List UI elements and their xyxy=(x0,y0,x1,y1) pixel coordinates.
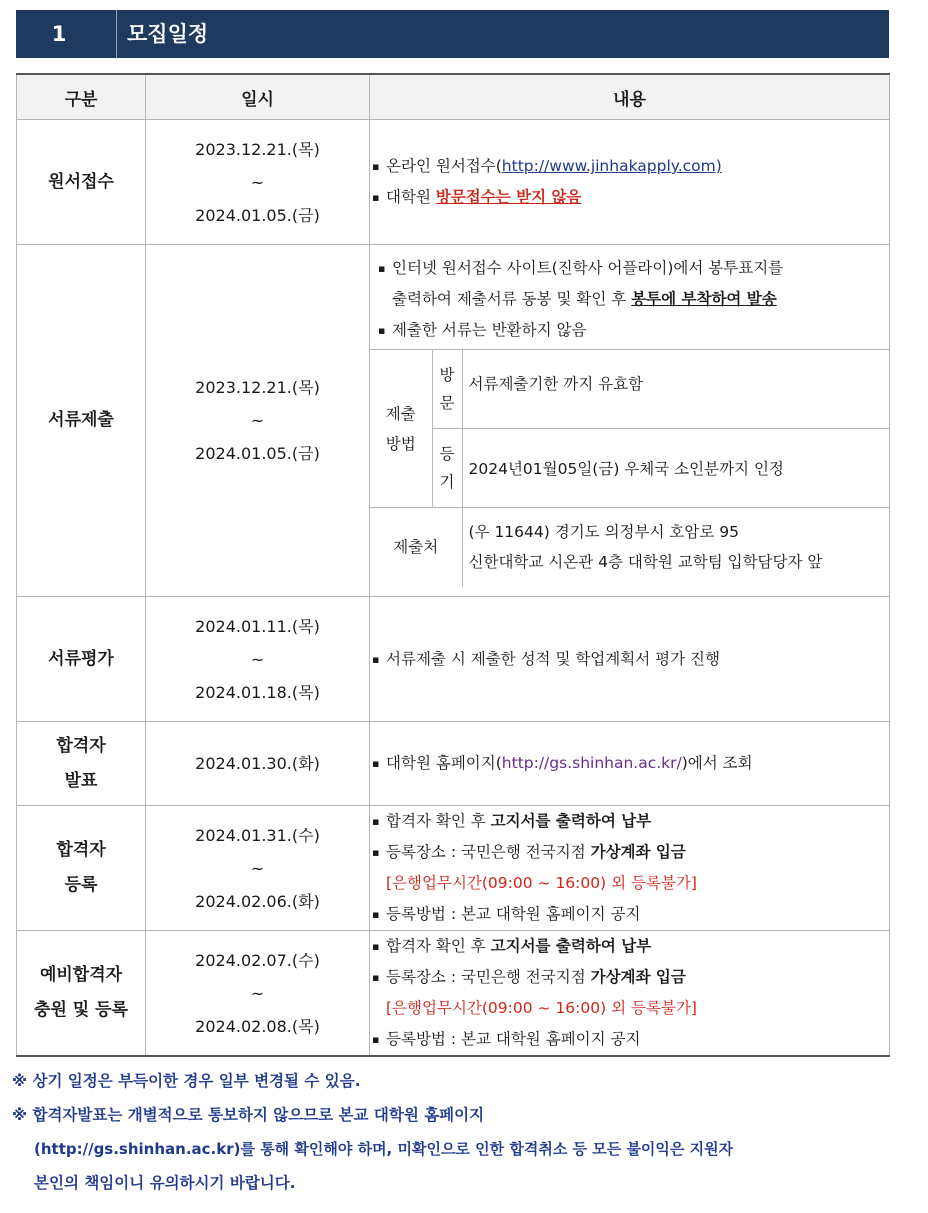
emphasis-text: 봉투에 부착하여 발송 xyxy=(631,290,777,308)
category-register xyxy=(17,806,146,931)
date-waitlist xyxy=(146,931,370,1057)
notes xyxy=(12,1064,912,1200)
item-text: 온라인 원서접수( xyxy=(386,157,502,175)
destination-label: 제출처 xyxy=(370,508,462,587)
date-end: 2024.02.06.(화) xyxy=(195,891,320,911)
emphasis-text: 고지서를 출력하여 납부 xyxy=(490,812,652,830)
list-item xyxy=(370,151,889,182)
section-title: 모집일정 xyxy=(127,22,209,46)
table-row xyxy=(17,806,890,931)
list-item: ▪ 인터넷 원서접수 사이트(진학사 어플라이)에서 봉투표지를 xyxy=(376,253,883,284)
section-divider xyxy=(116,10,117,58)
category-line: 발표 xyxy=(64,770,98,791)
date-end: 2024.01.18.(목) xyxy=(195,682,320,702)
address-line: 신한대학교 시온관 4층 대학원 교학팀 입학담당자 앞 xyxy=(468,553,823,572)
header-content: 내용 xyxy=(370,74,890,120)
submission-method-table xyxy=(370,349,889,587)
address-line: (우 11644) 경기도 의정부시 호암로 95 xyxy=(468,523,739,542)
item-text: 합격자 확인 후 xyxy=(386,937,491,955)
content-documents xyxy=(370,245,890,597)
header-category: 구분 xyxy=(17,74,146,120)
note-announcement-cont: (http://gs.shinhan.ac.kr)를 통해 확인해야 하며, 미확인으로 인한 합격취소 등 모든 불이익은 지원자 xyxy=(34,1140,734,1158)
list-item xyxy=(370,182,889,213)
list-item: ▪ 서류제출 시 제출한 성적 및 학업계획서 평가 진행 xyxy=(370,644,889,675)
date-announce: 2024.01.30.(화) xyxy=(146,722,370,806)
table-header-row xyxy=(17,74,890,120)
mail-text: 2024년01월05일(금) 우체국 소인분까지 인정 xyxy=(462,429,889,508)
list-item-continued xyxy=(376,284,883,315)
note-announcement-cont: 본인의 책임이니 유의하시기 바랍니다. xyxy=(34,1174,296,1192)
date-application xyxy=(146,120,370,245)
note-announcement: ※ 합격자발표는 개별적으로 통보하지 않으므로 본교 대학원 홈페이지 xyxy=(12,1106,485,1124)
category-review: 서류평가 xyxy=(17,597,146,722)
date-end: 2024.01.05.(금) xyxy=(195,205,320,225)
emphasis-text: 방문접수는 받지 않음 xyxy=(435,188,582,206)
date-start: 2024.01.31.(수) xyxy=(195,825,320,845)
list-item: ▪ 등록방법 : 본교 대학원 홈페이지 공지 xyxy=(370,899,889,930)
content-review xyxy=(370,597,890,722)
date-register xyxy=(146,806,370,931)
emphasis-text: 고지서를 출력하여 납부 xyxy=(490,937,652,955)
content-waitlist xyxy=(370,931,890,1057)
table-row xyxy=(17,931,890,1057)
mail-label-char: 등 xyxy=(439,445,455,463)
date-tilde: ~ xyxy=(250,649,265,669)
list-item xyxy=(370,748,889,779)
list-item xyxy=(370,931,889,962)
date-tilde: ~ xyxy=(250,172,265,192)
category-application: 원서접수 xyxy=(17,120,146,245)
section-number: 1 xyxy=(51,22,67,46)
item-text: 출력하여 제출서류 동봉 및 확인 후 xyxy=(392,290,632,308)
table-row xyxy=(17,722,890,806)
item-text: 대학원 xyxy=(386,188,436,206)
date-start: 2024.02.07.(수) xyxy=(195,950,320,970)
list-item: ▪ 제출한 서류는 반환하지 않음 xyxy=(376,315,883,346)
apply-site-link[interactable]: http://www.jinhakapply.com) xyxy=(501,157,722,175)
category-announce xyxy=(17,722,146,806)
category-line: 합격자 xyxy=(56,840,106,860)
date-end: 2024.02.08.(목) xyxy=(195,1016,320,1036)
item-text: 등록장소 : 국민은행 전국지점 xyxy=(386,843,591,861)
category-documents: 서류제출 xyxy=(17,245,146,597)
category-line: 충원 및 등록 xyxy=(34,1000,128,1020)
list-item xyxy=(370,962,889,993)
mail-label xyxy=(432,429,462,508)
destination-address xyxy=(462,508,889,587)
grad-homepage-link[interactable]: http://gs.shinhan.ac.kr/ xyxy=(501,754,682,772)
emphasis-text: 가상계좌 입금 xyxy=(590,968,686,986)
method-label xyxy=(370,350,432,508)
date-tilde: ~ xyxy=(250,858,265,878)
header-date: 일시 xyxy=(146,74,370,120)
date-documents xyxy=(146,245,370,597)
emphasis-text: 가상계좌 입금 xyxy=(590,843,686,861)
method-label-line: 제출 xyxy=(385,404,416,423)
item-text: 대학원 홈페이지( xyxy=(386,754,502,772)
visit-label xyxy=(432,350,462,429)
item-text: 등록장소 : 국민은행 전국지점 xyxy=(386,968,591,986)
table-row xyxy=(17,597,890,722)
category-line: 합격자 xyxy=(56,735,106,756)
note-schedule-change: ※ 상기 일정은 부득이한 경우 일부 변경될 수 있음. xyxy=(12,1072,361,1090)
schedule-table xyxy=(16,73,890,1057)
content-announce xyxy=(370,722,890,806)
item-text: )에서 조회 xyxy=(681,754,753,772)
date-start: 2023.12.21.(목) xyxy=(195,139,320,159)
visit-text: 서류제출기한 까지 유효함 xyxy=(462,350,889,429)
date-tilde: ~ xyxy=(250,411,265,430)
table-row xyxy=(17,120,890,245)
date-tilde: ~ xyxy=(250,983,265,1003)
list-item xyxy=(370,837,889,868)
section-header xyxy=(16,10,889,58)
date-start: 2024.01.11.(목) xyxy=(195,616,320,636)
date-start: 2023.12.21.(목) xyxy=(195,378,320,397)
bank-hours-note: [은행업무시간(09:00 ~ 16:00) 외 등록불가] xyxy=(386,999,697,1017)
content-register xyxy=(370,806,890,931)
category-line: 예비합격자 xyxy=(39,965,123,985)
method-label-line: 방법 xyxy=(385,434,416,453)
bank-hours-note: [은행업무시간(09:00 ~ 16:00) 외 등록불가] xyxy=(386,874,697,892)
category-waitlist xyxy=(17,931,146,1057)
list-item xyxy=(370,806,889,837)
visit-label-char: 문 xyxy=(439,394,455,412)
mail-label-char: 기 xyxy=(439,473,455,491)
content-application xyxy=(370,120,890,245)
date-end: 2024.01.05.(금) xyxy=(195,444,320,463)
date-review xyxy=(146,597,370,722)
visit-label-char: 방 xyxy=(439,366,455,384)
list-item: ▪ 등록방법 : 본교 대학원 홈페이지 공지 xyxy=(370,1024,889,1055)
category-line: 등록 xyxy=(64,875,98,895)
item-text: 합격자 확인 후 xyxy=(386,812,491,830)
table-row xyxy=(17,245,890,597)
